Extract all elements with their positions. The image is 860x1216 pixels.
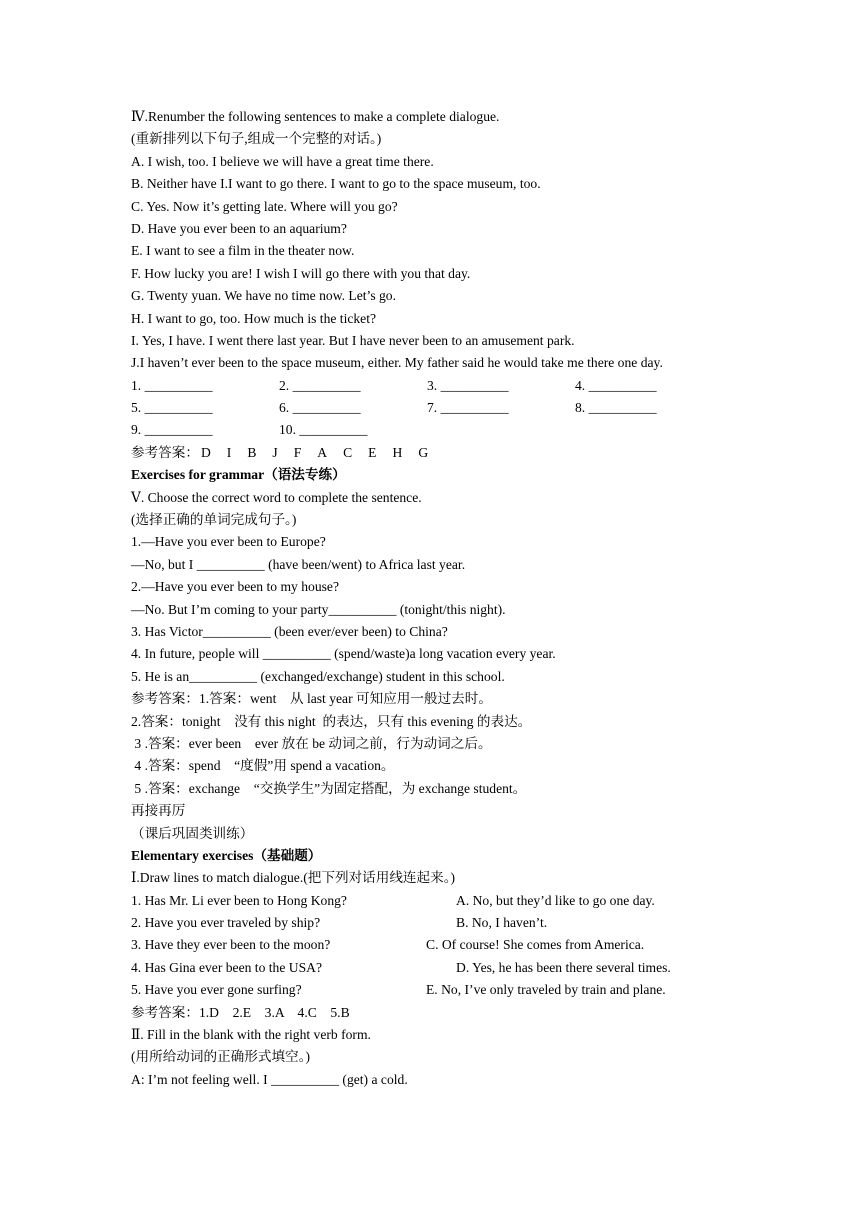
grammar-question: —No. But I’m coming to your party__________ (tonight/this night).: [131, 601, 506, 617]
dialogue-sentence: G. Twenty yuan. We have no time now. Let’s go.: [131, 288, 396, 304]
section-4-title: Ⅳ.Renumber the following sentences to make a complete dialogue.: [131, 109, 500, 124]
section-4-subtitle: (重新排列以下句子,组成一个完整的对话。): [131, 131, 382, 147]
blank-row: [131, 419, 751, 441]
section-5-title: Ⅴ. Choose the correct word to complete the sentence.: [131, 489, 422, 505]
dialogue-sentence: C. Yes. Now it’s getting late. Where will you go?: [131, 198, 398, 214]
section-2-subtitle: (用所给动词的正确形式填空。): [131, 1049, 310, 1065]
grammar-answer: 4 .答案：spend “度假”用 spend a vacation。: [131, 758, 395, 774]
answer-key: J: [272, 444, 278, 460]
grammar-answer: 参考答案：1.答案：went 从 last year 可知应用一般过去时。: [131, 691, 492, 707]
dialogue-sentence: F. How lucky you are! I wish I will go there with you that day.: [131, 265, 471, 281]
dialogue-sentence: J.I haven’t ever been to the space museum, either. My father said he would take me there one day.: [131, 355, 663, 371]
grammar-question: 4. In future, people will __________ (spend/waste)a long vacation every year.: [131, 646, 556, 662]
answer-blank[interactable]: 4. __________: [575, 377, 657, 393]
answer-key: E: [368, 444, 377, 460]
answer-label: 参考答案：: [131, 444, 199, 460]
match-question: 4. Has Gina ever been to the USA?: [131, 959, 323, 975]
section-4-answers: [131, 442, 751, 464]
answer-key: G: [418, 444, 429, 460]
answer-blank[interactable]: 5. __________: [131, 400, 213, 416]
section-1-title: Ⅰ.Draw lines to match dialogue.(把下列对话用线连起来。): [131, 870, 456, 886]
answer-key: I: [226, 444, 232, 460]
match-row: [131, 934, 751, 956]
answer-blank[interactable]: 7. __________: [427, 400, 509, 416]
fill-blank-question: A: I’m not feeling well. I __________ (get) a cold.: [131, 1071, 408, 1087]
answer-blank[interactable]: 3. __________: [427, 377, 509, 393]
dialogue-sentence: I. Yes, I have. I went there last year. But I have never been to an amusement park.: [131, 332, 575, 348]
section-5-subtitle: (选择正确的单词完成句子。): [131, 512, 297, 528]
section-2-title: Ⅱ. Fill in the blank with the right verb form.: [131, 1027, 371, 1043]
dialogue-sentence: B. Neither have I.I want to go there. I want to go to the space museum, too.: [131, 176, 541, 192]
grammar-question: 1.—Have you ever been to Europe?: [131, 534, 326, 550]
match-row: [131, 912, 751, 934]
dialogue-sentence: D. Have you ever been to an aquarium?: [131, 220, 347, 236]
grammar-answer: 2.答案：tonight 没有 this night 的表达，只有 this evening 的表达。: [131, 713, 532, 729]
match-row: [131, 890, 751, 912]
grammar-question: 3. Has Victor__________ (been ever/ever been) to China?: [131, 623, 448, 639]
grammar-question: 5. He is an__________ (exchanged/exchange) student in this school.: [131, 668, 505, 684]
answer-key: B: [247, 444, 257, 460]
answer-key: A: [317, 444, 328, 460]
match-question: 1. Has Mr. Li ever been to Hong Kong?: [131, 892, 347, 908]
answer-blank[interactable]: 6. __________: [279, 400, 361, 416]
match-answer: A. No, but they’d like to go one day.: [456, 892, 655, 908]
answer-key: D: [200, 444, 211, 460]
answer-blank[interactable]: 9. __________: [131, 422, 213, 438]
match-row: [131, 957, 751, 979]
match-question: 3. Have they ever been to the moon?: [131, 937, 331, 953]
grammar-question: 2.—Have you ever been to my house?: [131, 579, 339, 595]
after-class-label: （课后巩固类训练）: [131, 825, 254, 841]
dialogue-sentence: H. I want to go, too. How much is the ticket?: [131, 310, 377, 326]
answer-key: H: [392, 444, 403, 460]
match-answer: B. No, I haven’t.: [456, 915, 548, 931]
grammar-question: —No, but I __________ (have been/went) to Africa last year.: [131, 556, 466, 572]
answer-key: F: [293, 444, 302, 460]
matching-answer: 参考答案：1.D 2.E 3.A 4.C 5.B: [131, 1004, 350, 1020]
match-row: [131, 979, 751, 1001]
match-answer: C. Of course! She comes from America.: [426, 937, 645, 953]
grammar-answer: 3 .答案：ever been ever 放在 be 动词之前，行为动词之后。: [131, 735, 492, 751]
blank-row: [131, 397, 751, 419]
match-question: 2. Have you ever traveled by ship?: [131, 915, 321, 931]
elementary-heading: Elementary exercises（基础题）: [131, 847, 322, 863]
match-question: 5. Have you ever gone surfing?: [131, 982, 302, 998]
answer-blank[interactable]: 8. __________: [575, 400, 657, 416]
match-answer: D. Yes, he has been there several times.: [456, 959, 671, 975]
dialogue-sentence: A. I wish, too. I believe we will have a great time there.: [131, 153, 434, 169]
dialogue-sentence: E. I want to see a film in the theater now.: [131, 243, 355, 259]
document-page: [131, 106, 751, 1091]
answer-blank[interactable]: 2. __________: [279, 377, 361, 393]
encouragement-text: 再接再厉: [131, 803, 186, 819]
answer-blank[interactable]: 1. __________: [131, 377, 213, 393]
blank-row: [131, 375, 751, 397]
answer-blank[interactable]: 10. __________: [279, 422, 368, 438]
match-answer: E. No, I’ve only traveled by train and plane.: [426, 982, 666, 998]
answer-key: C: [343, 444, 353, 460]
grammar-heading: Exercises for grammar（语法专练）: [131, 467, 346, 483]
grammar-answer: 5 .答案：exchange “交换学生”为固定搭配，为 exchange student。: [131, 780, 527, 796]
